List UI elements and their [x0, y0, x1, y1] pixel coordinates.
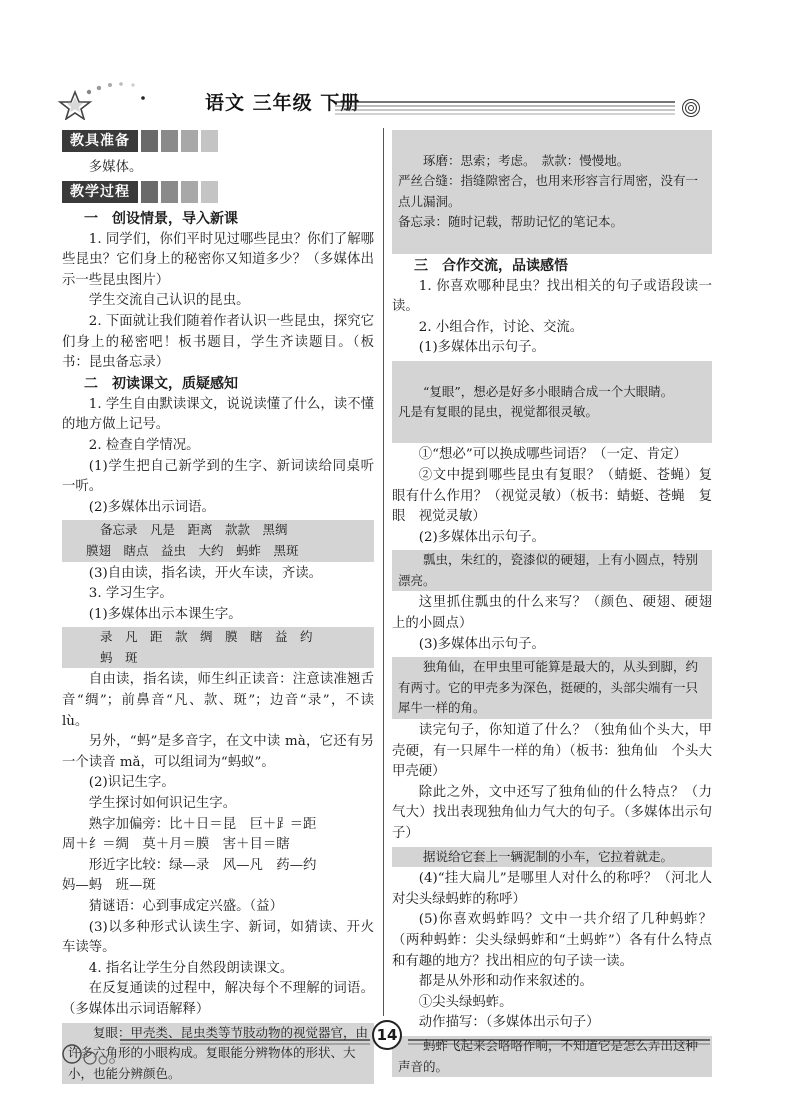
paragraph: 妈—蚂 班—斑 [62, 878, 156, 894]
paragraph: (2)识记生字。 [88, 775, 175, 791]
paragraph: 2. 小组合作，讨论、交流。 [418, 319, 584, 335]
paragraph: 4. 指名让学生分自然段朗读课文。 [88, 960, 294, 976]
quote-text: 蚂蚱飞起来会咯咯作响，不知道它是怎么弄出这种声音的。 [398, 1037, 699, 1074]
header-rule-decoration [335, 96, 715, 120]
paragraph: (3)多媒体出示句子。 [418, 636, 545, 652]
section-heading: 三 合作交流，品读感悟 [414, 257, 568, 274]
paragraph: (1)多媒体出示本课生字。 [88, 606, 242, 622]
characters-row: 录 凡 距 款 绸 膜 瞎 益 约 [100, 629, 313, 645]
paragraph: 周＋纟＝绸 莫＋月＝膜 害＋目＝瞎 [62, 837, 290, 853]
paragraph: 学生探讨如何识记生字。 [88, 796, 237, 812]
page-header [55, 70, 715, 120]
paragraph: 动作描写：（多媒体出示句子） [418, 1015, 600, 1031]
quote-text: 瓢虫，朱红的，瓷漆似的硬翅，上有小圆点，特别漂亮。 [398, 552, 699, 588]
section-label-text: 教学过程 [62, 181, 138, 203]
paragraph: ①尖头绿蚂蚱。 [418, 994, 513, 1010]
section-label-process [62, 181, 374, 205]
quote-text: 独角仙，在甲虫里可能算是最大的，从头到脚，约有两寸。它的甲壳多为深色，挺硬的，头部尖端有一只犀牛一样的角。 [398, 659, 699, 716]
quote-box [392, 847, 712, 868]
page-title: 语文 三年级 下册 [205, 92, 361, 114]
section-heading: 一 创设情景，导入新课 [84, 210, 238, 227]
section-heading: 二 初读课文，质疑感知 [84, 375, 238, 392]
paragraph: 1. 学生自由默读课文，说说读懂了什么，读不懂的地方做上记号。 [62, 396, 374, 433]
glossary-box [392, 130, 712, 254]
paragraph: ②文中提到哪些昆虫有复眼？（蜻蜓、苍蝇）复眼有什么作用？（视觉灵敏）（板书：蜻蜓、苍蝇 复眼 视觉灵敏） [392, 467, 712, 525]
paragraph: (2)多媒体出示词语。 [88, 499, 215, 515]
paragraph: 3. 学习生字。 [88, 586, 173, 602]
paragraph: 1. 同学们，你们平时见过哪些昆虫？你们了解哪些昆虫？它们身上的秘密你又知道多少？（多媒体出示一些昆虫图片） [62, 231, 374, 288]
section-label-text: 教具准备 [62, 130, 138, 152]
quote-box [392, 657, 712, 719]
page-number: 14 [372, 1020, 402, 1050]
paragraph: (5)你喜欢蚂蚱吗？文中一共介绍了几种蚂蚱？（两种蚂蚱：尖头绿蚂蚱和“土蚂蚱”）各有什么特点和有趣的地方？找出相应的句子读一读。 [392, 912, 712, 969]
paragraph: 除此之外，文中还写了独角仙的什么特点？（力气大）找出表现独角仙力气大的句子。（多媒体出示句子） [392, 784, 712, 841]
quote-box [392, 550, 712, 591]
page-footer [60, 1020, 720, 1070]
paragraph: 熟字加偏旁：比＋日＝昆 巨＋⻊＝距 [88, 816, 317, 832]
paragraph: ①“想必”可以换成哪些词语？（一定、肯定） [418, 447, 687, 463]
paragraph: 这里抓住瓢虫的什么来写？（颜色、硬翅、硬翅上的小圆点） [392, 595, 712, 632]
quote-text: 据说给它套上一辆泥制的小车，它拉着就走。 [423, 848, 674, 864]
paragraph: (3)自由读，指名读，开火车读，齐读。 [88, 565, 323, 581]
paragraph: (4)“挂大扁儿”是哪里人对什么的称呼？（河北人对尖头绿蚂蚱的称呼） [392, 871, 712, 907]
paragraph: 形近字比较：绿—录 风—凡 药—约 [88, 857, 317, 873]
paragraph: (1)多媒体出示句子。 [418, 340, 545, 356]
characters-row: 蚂 斑 [100, 649, 138, 665]
paragraph: 2. 检查自学情况。 [88, 437, 200, 453]
glossary-text: 琢磨：思索；考虑。 款款：慢慢地。 严丝合缝：指缝隙密合，也用来形容言行周密，没有一点儿漏洞。 备忘录：随时记载，帮助记忆的笔记本。 [398, 152, 699, 230]
new-characters-box [62, 627, 374, 668]
paragraph: 另外，“蚂”是多音字，在文中读 mà，它还有另一个读音 mǎ，可以组词为“蚂蚁”。 [62, 734, 374, 770]
paragraph: 都是从外形和动作来叙述的。 [418, 974, 593, 990]
paragraph: 多媒体。 [88, 160, 143, 175]
right-column [392, 128, 726, 1079]
paragraph: 猜谜语：心到事成定兴盛。（益） [88, 899, 283, 914]
paragraph: 在反复通读的过程中，解决每个不理解的词语。（多媒体出示词语解释） [62, 981, 374, 1017]
left-column [62, 128, 374, 1086]
quote-text: “复眼”，想必是好多小眼睛合成一个大眼睛。 凡是有复眼的昆虫，视觉都很灵敏。 [398, 383, 674, 420]
vocabulary-row: 备忘录 凡是 距离 款款 黑绸 [100, 522, 288, 538]
vocabulary-box [62, 520, 374, 561]
paragraph: 学生交流自己认识的昆虫。 [88, 293, 250, 309]
paragraph: (1)学生把自己新学到的生字、新词读给同桌听一听。 [62, 458, 374, 495]
paragraph: 1. 你喜欢哪种昆虫？找出相关的句子或语段读一读。 [392, 278, 712, 315]
paragraph: 读完句子，你知道了什么？（独角仙个头大，甲壳硬，有一只犀牛一样的角）（板书：独角仙 个头大 甲壳硬） [392, 723, 726, 780]
glossary-text: 复眼：甲壳类、昆虫类等节肢动物的视觉器官，由许多六角形的小眼构成。复眼能分辨物体的形状、大小，也能分辨颜色。 [68, 1024, 369, 1081]
paragraph: (2)多媒体出示句子。 [418, 529, 545, 545]
vocabulary-row: 膜翅 瞎点 益虫 大约 蚂蚱 黑斑 [86, 542, 299, 558]
column-divider [383, 128, 384, 1016]
quote-box [392, 361, 712, 443]
stars-decoration-icon [55, 70, 165, 120]
paragraph: 2. 下面就让我们随着作者认识一些昆虫，探究它们身上的秘密吧！板书题目，学生齐读题目。（板书：昆虫备忘录） [62, 313, 374, 371]
paragraph: 自由读，指名读，师生纠正读音：注意读准翘舌音“绸”；前鼻音“凡、款、斑”；边音“录”，不读 lù。 [62, 672, 374, 729]
section-label-tools [62, 130, 374, 154]
paragraph: (3)以多种形式认读生字、新词，如猜读、开火车读等。 [62, 919, 374, 956]
